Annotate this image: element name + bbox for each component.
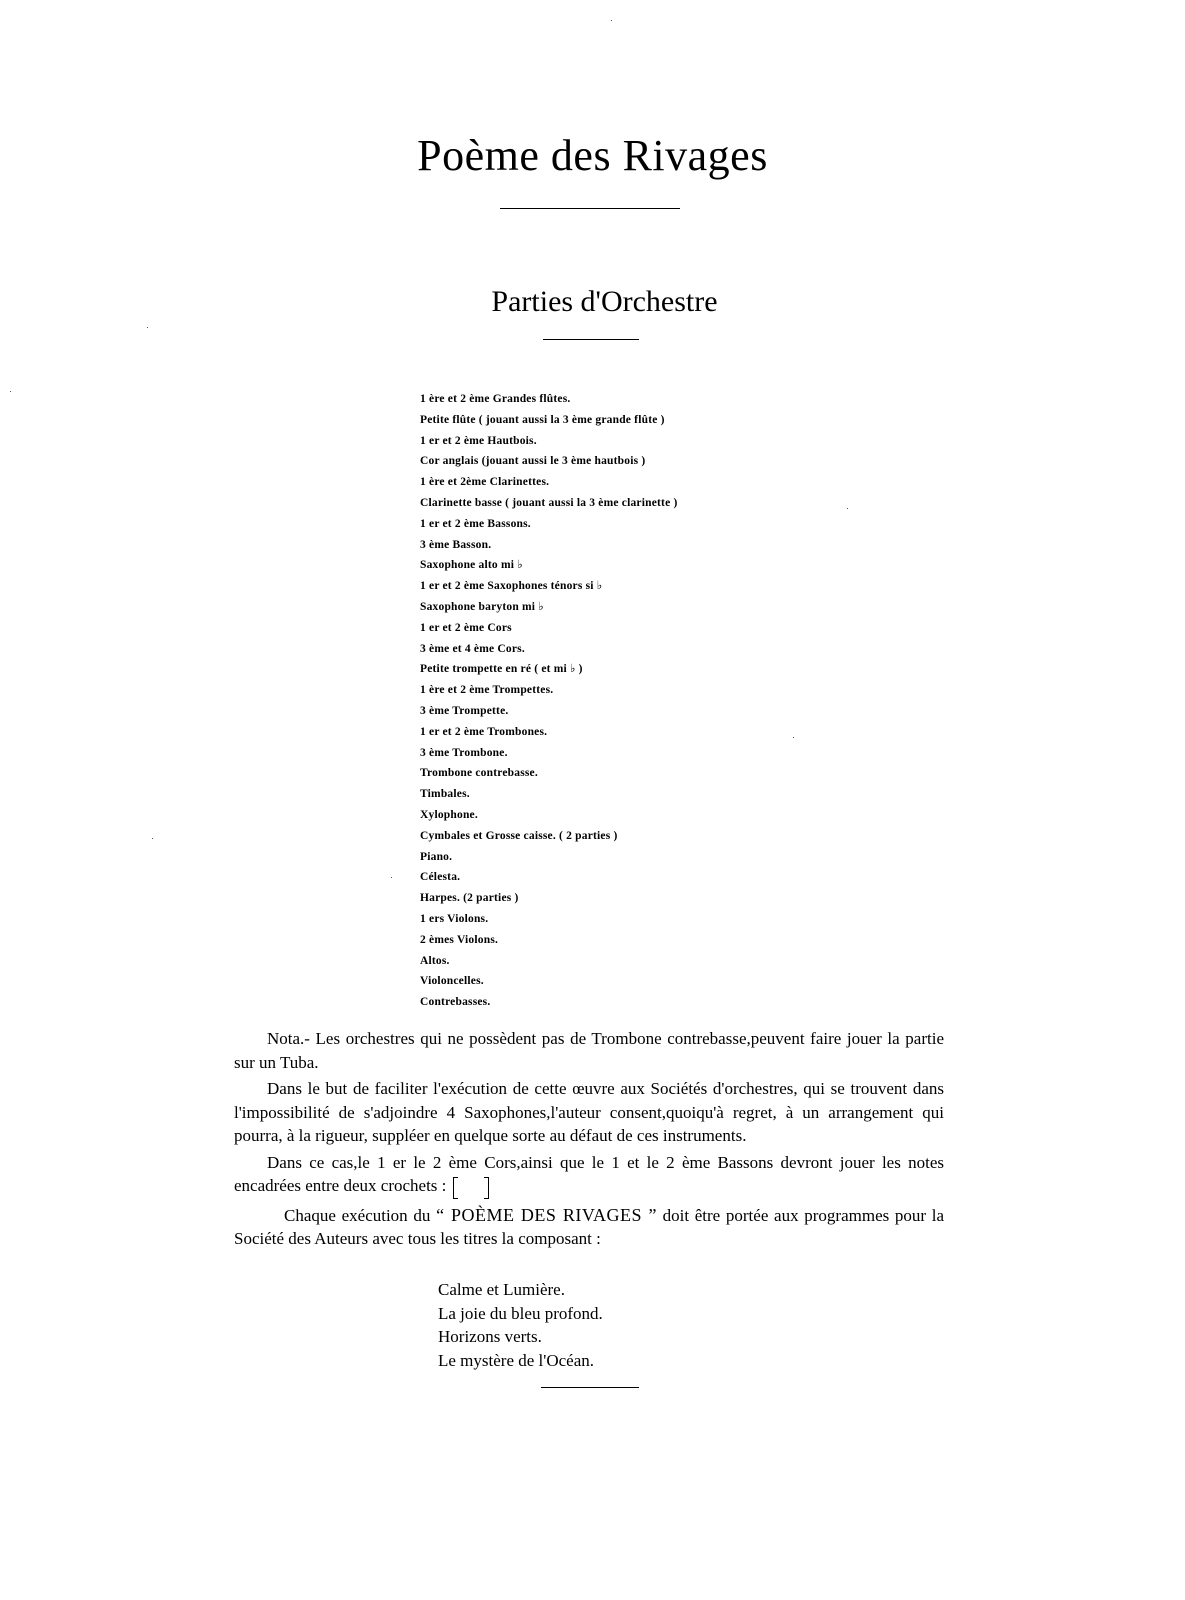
part-item: 1 er et 2 ème Saxophones ténors si ♭ bbox=[420, 580, 603, 593]
title-divider bbox=[500, 208, 680, 209]
part-item: 1 er et 2 ème Cors bbox=[420, 621, 512, 634]
saxophone-arrangement-paragraph: Dans le but de faciliter l'exécution de cette œuvre aux Sociétés d'orchestres, qui se trouvent dans l'impossibilité de s'adjoindre 4 Saxophones,l'auteur consent,quoiqu'à regret, à un arrangement qui pourra, à la rigueur, suppléer en quelque sorte au défaut de ces instruments. bbox=[234, 1079, 944, 1145]
movement-titles-list bbox=[438, 1278, 603, 1372]
scan-speck bbox=[793, 737, 794, 738]
part-item: Timbales. bbox=[420, 788, 470, 801]
part-item: 1 ers Violons. bbox=[420, 912, 489, 925]
part-item: Clarinette basse ( jouant aussi la 3 ème clarinette ) bbox=[420, 496, 678, 509]
notes-section bbox=[234, 1027, 944, 1254]
scan-speck bbox=[147, 327, 148, 328]
performance-suffix: doit être portée aux programmes pour la Société des Auteurs avec tous les titres la composant : bbox=[234, 1205, 945, 1248]
movement-title: La joie du bleu profond. bbox=[438, 1303, 603, 1323]
scan-speck bbox=[10, 391, 11, 392]
part-item: Saxophone alto mi ♭ bbox=[420, 559, 523, 572]
brackets-text: Dans ce cas,le 1 er le 2 ème Cors,ainsi que le 1 et le 2 ème Bassons devront jouer les notes encadrées entre deux crochets : bbox=[234, 1152, 944, 1195]
orchestra-parts-list bbox=[420, 389, 678, 1013]
section-divider bbox=[543, 339, 639, 340]
scan-speck bbox=[611, 20, 612, 21]
part-item: Cymbales et Grosse caisse. ( 2 parties ) bbox=[420, 829, 618, 842]
part-item: Saxophone baryton mi ♭ bbox=[420, 600, 544, 613]
part-item: 1 ère et 2 ème Trompettes. bbox=[420, 684, 554, 697]
part-item: 3 ème Basson. bbox=[420, 538, 492, 551]
part-item: Contrebasses. bbox=[420, 996, 491, 1009]
part-item: Altos. bbox=[420, 954, 450, 967]
scan-speck bbox=[847, 508, 848, 509]
part-item: Petite flûte ( jouant aussi la 3 ème grande flûte ) bbox=[420, 413, 665, 426]
part-item: Cor anglais (jouant aussi le 3 ème hautbois ) bbox=[420, 455, 646, 468]
performance-paragraph bbox=[234, 1204, 944, 1251]
part-item: Xylophone. bbox=[420, 808, 478, 821]
part-item: 3 ème et 4 ème Cors. bbox=[420, 642, 525, 655]
section-title: Parties d'Orchestre bbox=[491, 285, 718, 318]
movement-title: Horizons verts. bbox=[438, 1327, 542, 1346]
movement-title: Calme et Lumière. bbox=[438, 1280, 565, 1299]
part-item: Harpes. (2 parties ) bbox=[420, 892, 519, 905]
part-item: 2 èmes Violons. bbox=[420, 933, 499, 946]
part-item: Célesta. bbox=[420, 871, 461, 884]
part-item: 3 ème Trombone. bbox=[420, 746, 508, 759]
scan-speck bbox=[152, 838, 153, 839]
part-item: Trombone contrebasse. bbox=[420, 767, 538, 780]
movement-title: Le mystère de l'Océan. bbox=[438, 1350, 594, 1370]
performance-title: “ POÈME DES RIVAGES ” bbox=[436, 1204, 657, 1225]
part-item: Petite trompette en ré ( et mi ♭ ) bbox=[420, 663, 583, 676]
part-item: 1 er et 2 ème Bassons. bbox=[420, 517, 531, 530]
performance-prefix: Chaque exécution du bbox=[284, 1205, 431, 1225]
nota-paragraph: Nota.- Les orchestres qui ne possèdent pas de Trombone contrebasse,peuvent faire jouer la partie sur un Tuba. bbox=[234, 1029, 944, 1072]
end-divider bbox=[541, 1387, 639, 1388]
part-item: 1 er et 2 ème Hautbois. bbox=[420, 434, 537, 447]
page-title: Poème des Rivages bbox=[417, 131, 768, 180]
scan-speck bbox=[391, 877, 392, 878]
brackets-paragraph bbox=[234, 1151, 944, 1198]
part-item: Piano. bbox=[420, 850, 453, 863]
part-item: 1 er et 2 ème Trombones. bbox=[420, 725, 548, 738]
part-item: 1 ère et 2ème Clarinettes. bbox=[420, 476, 550, 489]
part-item: 3 ème Trompette. bbox=[420, 704, 509, 717]
part-item: Violoncelles. bbox=[420, 975, 484, 988]
part-item: 1 ère et 2 ème Grandes flûtes. bbox=[420, 393, 571, 405]
brackets-icon bbox=[451, 1177, 491, 1195]
